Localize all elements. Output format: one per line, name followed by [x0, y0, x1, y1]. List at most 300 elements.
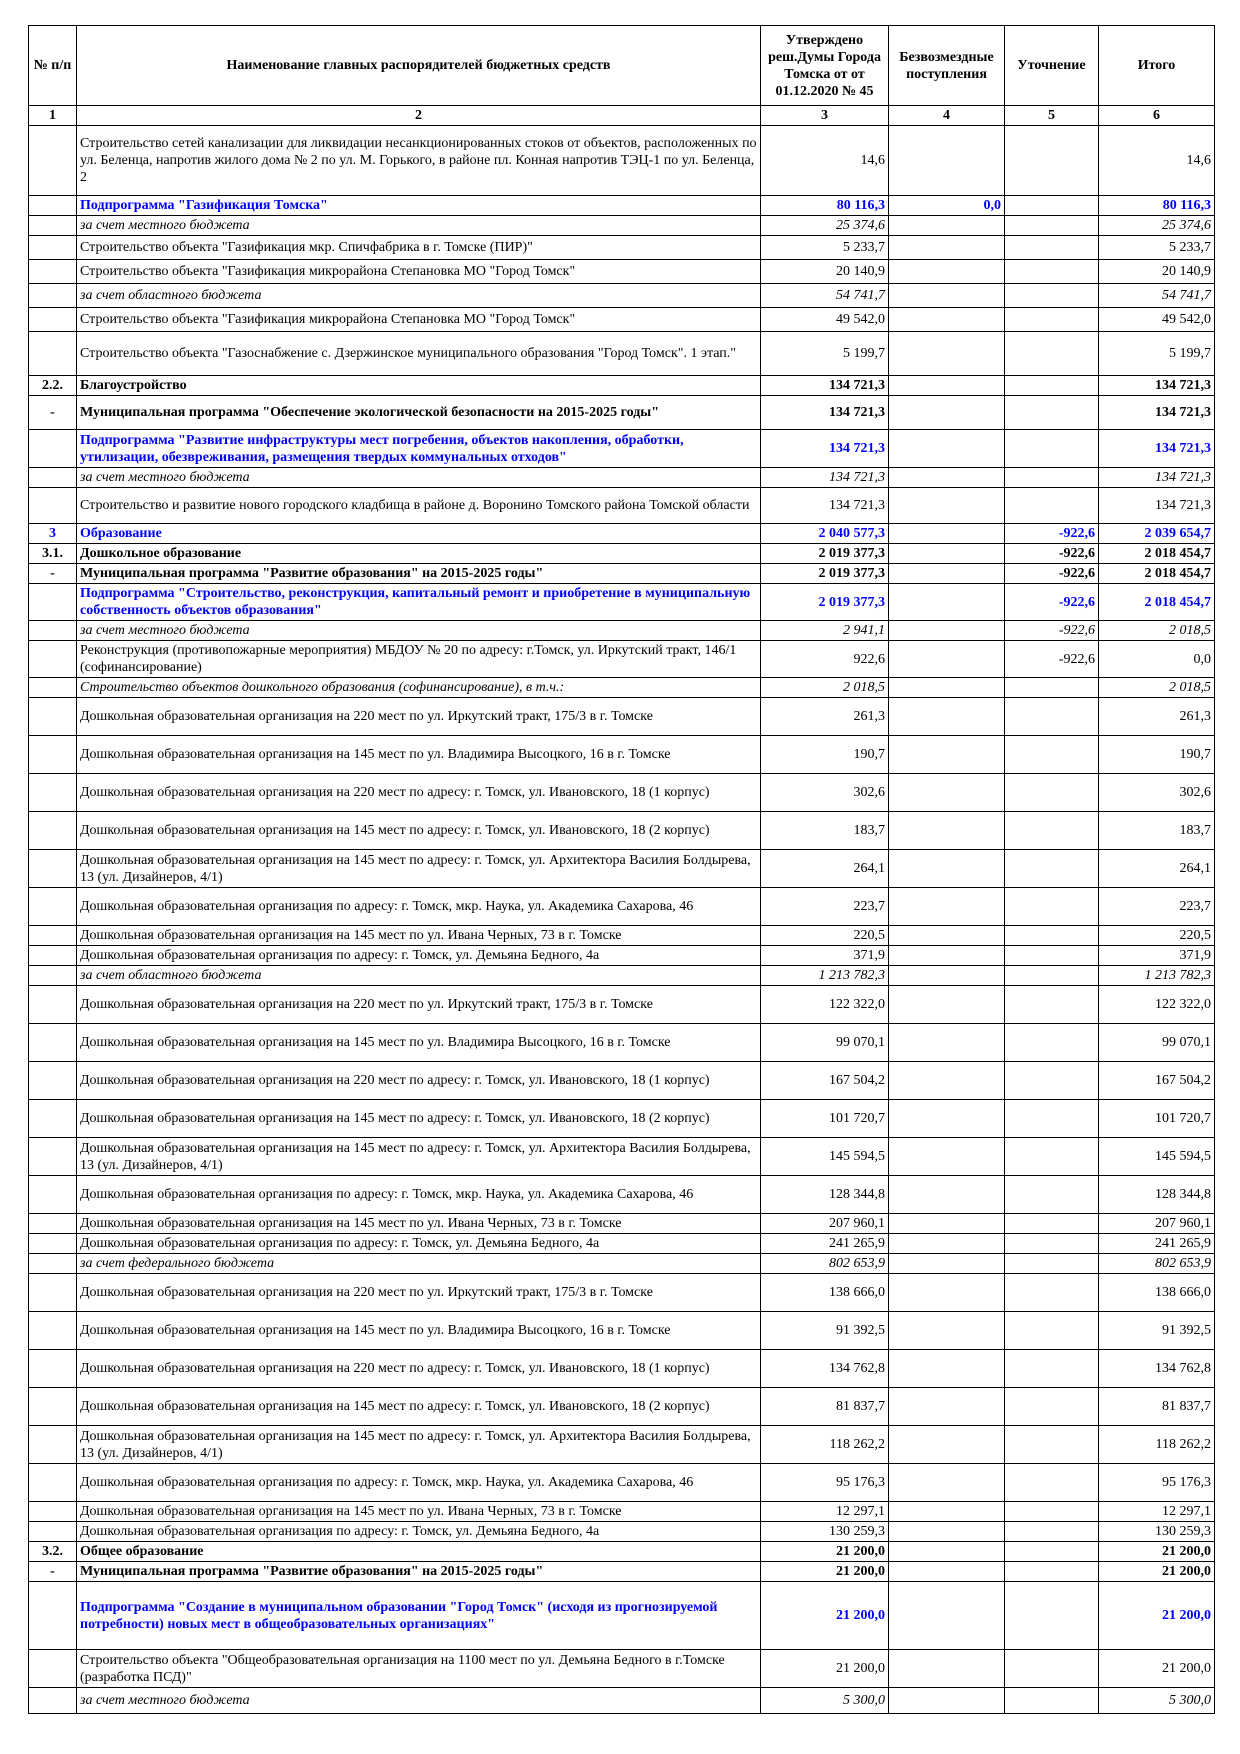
row-name: Дошкольное образование — [77, 544, 761, 564]
table-row — [29, 946, 1215, 966]
approved-amount: 5 199,7 — [761, 332, 889, 376]
table-row — [29, 1582, 1215, 1650]
table-row — [29, 308, 1215, 332]
row-name: Строительство объектов дошкольного образования (софинансирование), в т.ч.: — [77, 678, 761, 698]
row-number: 3 — [29, 524, 77, 544]
adjustment-amount — [1005, 430, 1099, 468]
adjustment-amount: -922,6 — [1005, 524, 1099, 544]
row-name: за счет областного бюджета — [77, 966, 761, 986]
budget-table — [28, 25, 1215, 1714]
row-name: Муниципальная программа "Развитие образования" на 2015-2025 годы" — [77, 1562, 761, 1582]
grants-amount — [889, 1688, 1005, 1714]
row-name: Дошкольная образовательная организация на 145 мест по ул. Владимира Высоцкого, 16 в г. Томске — [77, 736, 761, 774]
total-amount: 21 200,0 — [1099, 1650, 1215, 1688]
total-amount: 14,6 — [1099, 126, 1215, 196]
approved-amount: 134 721,3 — [761, 430, 889, 468]
row-number — [29, 1502, 77, 1522]
row-number — [29, 1582, 77, 1650]
table-row — [29, 260, 1215, 284]
total-amount: 2 018,5 — [1099, 621, 1215, 641]
grants-amount — [889, 1100, 1005, 1138]
adjustment-amount — [1005, 1350, 1099, 1388]
row-number — [29, 1024, 77, 1062]
table-row — [29, 430, 1215, 468]
approved-amount: 190,7 — [761, 736, 889, 774]
row-name: Строительство объекта "Газоснабжение с. Дзержинское муниципального образования "Город Томск". 1 этап." — [77, 332, 761, 376]
row-name: Дошкольная образовательная организация на 145 мест по адресу: г. Томск, ул. Архитектора Василия Болдырева, 13 (ул. Дизайнеров, 4/1) — [77, 1138, 761, 1176]
approved-amount: 91 392,5 — [761, 1312, 889, 1350]
total-amount: 2 018 454,7 — [1099, 544, 1215, 564]
row-number — [29, 698, 77, 736]
approved-amount: 5 300,0 — [761, 1688, 889, 1714]
adjustment-amount — [1005, 260, 1099, 284]
adjustment-amount — [1005, 736, 1099, 774]
grants-amount — [889, 126, 1005, 196]
grants-amount — [889, 332, 1005, 376]
total-amount: 5 300,0 — [1099, 1688, 1215, 1714]
table-row — [29, 1350, 1215, 1388]
row-number — [29, 284, 77, 308]
total-amount: 118 262,2 — [1099, 1426, 1215, 1464]
grants-amount: 0,0 — [889, 196, 1005, 216]
total-amount: 371,9 — [1099, 946, 1215, 966]
row-number — [29, 1388, 77, 1426]
adjustment-amount — [1005, 1688, 1099, 1714]
row-number: - — [29, 564, 77, 584]
total-amount: 2 039 654,7 — [1099, 524, 1215, 544]
grants-amount — [889, 1024, 1005, 1062]
row-name: Дошкольная образовательная организация на 220 мест по ул. Иркутский тракт, 175/3 в г. Томске — [77, 986, 761, 1024]
approved-amount: 223,7 — [761, 888, 889, 926]
total-amount: 21 200,0 — [1099, 1562, 1215, 1582]
row-name: Дошкольная образовательная организация на 220 мест по ул. Иркутский тракт, 175/3 в г. Томске — [77, 698, 761, 736]
adjustment-amount — [1005, 196, 1099, 216]
approved-amount: 241 265,9 — [761, 1234, 889, 1254]
row-name: Реконструкция (противопожарные мероприятия) МБДОУ № 20 по адресу: г.Томск, ул. Иркутский тракт, 146/1 (софинансирование) — [77, 641, 761, 678]
table-row — [29, 284, 1215, 308]
grants-amount — [889, 1274, 1005, 1312]
table-row — [29, 1688, 1215, 1714]
grants-amount — [889, 430, 1005, 468]
row-name: Дошкольная образовательная организация на 220 мест по адресу: г. Томск, ул. Ивановского, 18 (1 корпус) — [77, 1350, 761, 1388]
row-name: Дошкольная образовательная организация на 145 мест по адресу: г. Томск, ул. Ивановского, 18 (2 корпус) — [77, 812, 761, 850]
grants-amount — [889, 1502, 1005, 1522]
adjustment-amount — [1005, 488, 1099, 524]
grants-amount — [889, 1254, 1005, 1274]
adjustment-amount — [1005, 396, 1099, 430]
grants-amount — [889, 698, 1005, 736]
approved-amount: 922,6 — [761, 641, 889, 678]
total-amount: 5 199,7 — [1099, 332, 1215, 376]
table-row — [29, 1522, 1215, 1542]
grants-amount — [889, 1542, 1005, 1562]
row-number — [29, 736, 77, 774]
adjustment-amount — [1005, 1522, 1099, 1542]
header-grants: Безвозмездные поступления — [889, 26, 1005, 106]
grants-amount — [889, 888, 1005, 926]
table-row — [29, 524, 1215, 544]
table-row — [29, 1176, 1215, 1214]
table-row — [29, 1650, 1215, 1688]
approved-amount: 12 297,1 — [761, 1502, 889, 1522]
total-amount: 207 960,1 — [1099, 1214, 1215, 1234]
row-number — [29, 1176, 77, 1214]
row-number — [29, 1350, 77, 1388]
total-amount: 128 344,8 — [1099, 1176, 1215, 1214]
table-row — [29, 1464, 1215, 1502]
total-amount: 223,7 — [1099, 888, 1215, 926]
row-number — [29, 1650, 77, 1688]
row-number — [29, 1464, 77, 1502]
approved-amount: 134 762,8 — [761, 1350, 889, 1388]
total-amount: 134 721,3 — [1099, 430, 1215, 468]
row-number — [29, 986, 77, 1024]
grants-amount — [889, 284, 1005, 308]
header-adjust: Уточнение — [1005, 26, 1099, 106]
column-number: 2 — [77, 106, 761, 126]
adjustment-amount — [1005, 850, 1099, 888]
approved-amount: 134 721,3 — [761, 468, 889, 488]
total-amount: 54 741,7 — [1099, 284, 1215, 308]
grants-amount — [889, 1176, 1005, 1214]
adjustment-amount — [1005, 986, 1099, 1024]
adjustment-amount — [1005, 926, 1099, 946]
row-number — [29, 1522, 77, 1542]
approved-amount: 183,7 — [761, 812, 889, 850]
total-amount: 261,3 — [1099, 698, 1215, 736]
row-number — [29, 621, 77, 641]
table-row — [29, 1274, 1215, 1312]
row-name: Строительство сетей канализации для ликвидации несанкционированных стоков от объектов, расположенных по ул. Беленца, напротив жилого дома № 2 по ул. М. Горького, в районе пл. Конная напротив ТЭЦ-1 по ул. Беленца, 2 — [77, 126, 761, 196]
column-number: 1 — [29, 106, 77, 126]
approved-amount: 134 721,3 — [761, 376, 889, 396]
approved-amount: 802 653,9 — [761, 1254, 889, 1274]
total-amount: 241 265,9 — [1099, 1234, 1215, 1254]
row-number: - — [29, 1562, 77, 1582]
row-name: Дошкольная образовательная организация по адресу: г. Томск, мкр. Наука, ул. Академика Сахарова, 46 — [77, 1176, 761, 1214]
row-number: 3.1. — [29, 544, 77, 564]
total-amount: 12 297,1 — [1099, 1502, 1215, 1522]
row-name: за счет местного бюджета — [77, 1688, 761, 1714]
row-name: за счет областного бюджета — [77, 284, 761, 308]
header-num: № п/п — [29, 26, 77, 106]
table-row — [29, 1062, 1215, 1100]
adjustment-amount — [1005, 1274, 1099, 1312]
total-amount: 134 721,3 — [1099, 468, 1215, 488]
grants-amount — [889, 564, 1005, 584]
total-amount: 25 374,6 — [1099, 216, 1215, 236]
grants-amount — [889, 468, 1005, 488]
row-name: Дошкольная образовательная организация по адресу: г. Томск, мкр. Наука, ул. Академика Сахарова, 46 — [77, 1464, 761, 1502]
adjustment-amount — [1005, 126, 1099, 196]
grants-amount — [889, 774, 1005, 812]
row-name: Дошкольная образовательная организация на 145 мест по адресу: г. Томск, ул. Архитектора Василия Болдырева, 13 (ул. Дизайнеров, 4/1) — [77, 850, 761, 888]
approved-amount: 302,6 — [761, 774, 889, 812]
table-row — [29, 1138, 1215, 1176]
row-number — [29, 236, 77, 260]
row-name: Дошкольная образовательная организация на 145 мест по адресу: г. Томск, ул. Ивановского, 18 (2 корпус) — [77, 1388, 761, 1426]
table-row — [29, 698, 1215, 736]
adjustment-amount — [1005, 1234, 1099, 1254]
adjustment-amount — [1005, 1562, 1099, 1582]
approved-amount: 261,3 — [761, 698, 889, 736]
table-row — [29, 1234, 1215, 1254]
grants-amount — [889, 1522, 1005, 1542]
row-number — [29, 850, 77, 888]
table-body — [29, 126, 1215, 1714]
table-row — [29, 1562, 1215, 1582]
adjustment-amount — [1005, 1100, 1099, 1138]
grants-amount — [889, 236, 1005, 260]
adjustment-amount: -922,6 — [1005, 621, 1099, 641]
table-row — [29, 736, 1215, 774]
total-amount: 302,6 — [1099, 774, 1215, 812]
total-amount: 95 176,3 — [1099, 1464, 1215, 1502]
row-name: Дошкольная образовательная организация по адресу: г. Томск, ул. Демьяна Бедного, 4а — [77, 1522, 761, 1542]
total-amount: 81 837,7 — [1099, 1388, 1215, 1426]
row-number — [29, 1138, 77, 1176]
table-row — [29, 1426, 1215, 1464]
table-row — [29, 564, 1215, 584]
approved-amount: 21 200,0 — [761, 1582, 889, 1650]
row-number: 3.2. — [29, 1542, 77, 1562]
header-total: Итого — [1099, 26, 1215, 106]
total-amount: 99 070,1 — [1099, 1024, 1215, 1062]
grants-amount — [889, 584, 1005, 621]
grants-amount — [889, 850, 1005, 888]
approved-amount: 134 721,3 — [761, 488, 889, 524]
grants-amount — [889, 986, 1005, 1024]
grants-amount — [889, 396, 1005, 430]
approved-amount: 101 720,7 — [761, 1100, 889, 1138]
approved-amount: 122 322,0 — [761, 986, 889, 1024]
total-amount: 130 259,3 — [1099, 1522, 1215, 1542]
table-row — [29, 216, 1215, 236]
table-row — [29, 986, 1215, 1024]
row-name: Подпрограмма "Строительство, реконструкция, капитальный ремонт и приобретение в муниципальную собственность объектов образования" — [77, 584, 761, 621]
approved-amount: 220,5 — [761, 926, 889, 946]
row-number: - — [29, 396, 77, 430]
total-amount: 49 542,0 — [1099, 308, 1215, 332]
adjustment-amount — [1005, 1254, 1099, 1274]
approved-amount: 2 019 377,3 — [761, 584, 889, 621]
row-name: Дошкольная образовательная организация на 145 мест по ул. Ивана Черных, 73 в г. Томске — [77, 926, 761, 946]
grants-amount — [889, 1426, 1005, 1464]
adjustment-amount — [1005, 812, 1099, 850]
row-name: Дошкольная образовательная организация на 220 мест по адресу: г. Томск, ул. Ивановского, 18 (1 корпус) — [77, 774, 761, 812]
table-row — [29, 966, 1215, 986]
row-name: Дошкольная образовательная организация на 145 мест по адресу: г. Томск, ул. Архитектора Василия Болдырева, 13 (ул. Дизайнеров, 4/1) — [77, 1426, 761, 1464]
total-amount: 134 721,3 — [1099, 396, 1215, 430]
row-name: Дошкольная образовательная организация на 145 мест по ул. Владимира Высоцкого, 16 в г. Томске — [77, 1024, 761, 1062]
header-approved: Утверждено реш.Думы Города Томска от от 01.12.2020 № 45 — [761, 26, 889, 106]
column-number: 3 — [761, 106, 889, 126]
grants-amount — [889, 376, 1005, 396]
table-row — [29, 1254, 1215, 1274]
total-amount: 0,0 — [1099, 641, 1215, 678]
table-row — [29, 332, 1215, 376]
total-amount: 264,1 — [1099, 850, 1215, 888]
adjustment-amount — [1005, 468, 1099, 488]
row-name: Дошкольная образовательная организация на 145 мест по адресу: г. Томск, ул. Ивановского, 18 (2 корпус) — [77, 1100, 761, 1138]
approved-amount: 2 018,5 — [761, 678, 889, 698]
row-number — [29, 1274, 77, 1312]
row-number — [29, 196, 77, 216]
row-name: Подпрограмма "Развитие инфраструктуры мест погребения, объектов накопления, обработки, утилизации, обезвреживания, размещения твердых коммунальных отходов" — [77, 430, 761, 468]
grants-amount — [889, 1464, 1005, 1502]
approved-amount: 2 019 377,3 — [761, 564, 889, 584]
grants-amount — [889, 641, 1005, 678]
total-amount: 21 200,0 — [1099, 1542, 1215, 1562]
adjustment-amount — [1005, 888, 1099, 926]
total-amount: 2 018 454,7 — [1099, 564, 1215, 584]
row-name: Строительство объекта "Общеобразовательная организация на 1100 мест по ул. Демьяна Бедного в г.Томске (разработка ПСД)" — [77, 1650, 761, 1688]
adjustment-amount — [1005, 678, 1099, 698]
row-name: Дошкольная образовательная организация по адресу: г. Томск, ул. Демьяна Бедного, 4а — [77, 1234, 761, 1254]
row-number — [29, 641, 77, 678]
approved-amount: 20 140,9 — [761, 260, 889, 284]
adjustment-amount — [1005, 1542, 1099, 1562]
approved-amount: 207 960,1 — [761, 1214, 889, 1234]
header-name: Наименование главных распорядителей бюджетных средств — [77, 26, 761, 106]
adjustment-amount — [1005, 966, 1099, 986]
table-row — [29, 236, 1215, 260]
row-name: Строительство объекта "Газификация мкр. Спичфабрика в г. Томске (ПИР)" — [77, 236, 761, 260]
approved-amount: 5 233,7 — [761, 236, 889, 260]
grants-amount — [889, 678, 1005, 698]
total-amount: 134 721,3 — [1099, 376, 1215, 396]
adjustment-amount: -922,6 — [1005, 584, 1099, 621]
grants-amount — [889, 1062, 1005, 1100]
row-name: Строительство и развитие нового городского кладбища в районе д. Воронино Томского района Томской области — [77, 488, 761, 524]
grants-amount — [889, 812, 1005, 850]
adjustment-amount — [1005, 1024, 1099, 1062]
adjustment-amount — [1005, 1502, 1099, 1522]
total-amount: 5 233,7 — [1099, 236, 1215, 260]
row-name: за счет местного бюджета — [77, 621, 761, 641]
row-name: за счет местного бюджета — [77, 468, 761, 488]
approved-amount: 25 374,6 — [761, 216, 889, 236]
row-number — [29, 488, 77, 524]
table-row — [29, 1388, 1215, 1426]
adjustment-amount: -922,6 — [1005, 564, 1099, 584]
row-number — [29, 430, 77, 468]
row-name: Дошкольная образовательная организация на 145 мест по ул. Владимира Высоцкого, 16 в г. Томске — [77, 1312, 761, 1350]
table-row — [29, 1312, 1215, 1350]
approved-amount: 21 200,0 — [761, 1542, 889, 1562]
total-amount: 20 140,9 — [1099, 260, 1215, 284]
approved-amount: 49 542,0 — [761, 308, 889, 332]
row-name: за счет федерального бюджета — [77, 1254, 761, 1274]
adjustment-amount — [1005, 1214, 1099, 1234]
approved-amount: 99 070,1 — [761, 1024, 889, 1062]
table-row — [29, 850, 1215, 888]
adjustment-amount — [1005, 1176, 1099, 1214]
table-row — [29, 1100, 1215, 1138]
total-amount: 1 213 782,3 — [1099, 966, 1215, 986]
row-name: Дошкольная образовательная организация на 145 мест по ул. Ивана Черных, 73 в г. Томске — [77, 1214, 761, 1234]
total-amount: 220,5 — [1099, 926, 1215, 946]
table-row — [29, 126, 1215, 196]
row-number — [29, 332, 77, 376]
row-number — [29, 1062, 77, 1100]
total-amount: 190,7 — [1099, 736, 1215, 774]
total-amount: 91 392,5 — [1099, 1312, 1215, 1350]
adjustment-amount — [1005, 1582, 1099, 1650]
adjustment-amount — [1005, 1138, 1099, 1176]
column-number: 4 — [889, 106, 1005, 126]
row-number — [29, 1234, 77, 1254]
total-amount: 21 200,0 — [1099, 1582, 1215, 1650]
row-name: Общее образование — [77, 1542, 761, 1562]
row-name: Образование — [77, 524, 761, 544]
total-amount: 122 322,0 — [1099, 986, 1215, 1024]
table-row — [29, 926, 1215, 946]
row-number — [29, 216, 77, 236]
approved-amount: 264,1 — [761, 850, 889, 888]
approved-amount: 81 837,7 — [761, 1388, 889, 1426]
approved-amount: 21 200,0 — [761, 1650, 889, 1688]
adjustment-amount — [1005, 1312, 1099, 1350]
row-number — [29, 1214, 77, 1234]
adjustment-amount — [1005, 774, 1099, 812]
row-name: Дошкольная образовательная организация на 220 мест по адресу: г. Томск, ул. Ивановского, 18 (1 корпус) — [77, 1062, 761, 1100]
row-number — [29, 1312, 77, 1350]
row-number — [29, 774, 77, 812]
row-number — [29, 926, 77, 946]
grants-amount — [889, 1312, 1005, 1350]
row-number — [29, 1688, 77, 1714]
row-number — [29, 1100, 77, 1138]
row-name: Дошкольная образовательная организация по адресу: г. Томск, мкр. Наука, ул. Академика Сахарова, 46 — [77, 888, 761, 926]
row-name: Дошкольная образовательная организация на 145 мест по ул. Ивана Черных, 73 в г. Томске — [77, 1502, 761, 1522]
row-name: Дошкольная образовательная организация по адресу: г. Томск, ул. Демьяна Бедного, 4а — [77, 946, 761, 966]
table-row — [29, 888, 1215, 926]
adjustment-amount — [1005, 284, 1099, 308]
grants-amount — [889, 926, 1005, 946]
approved-amount: 14,6 — [761, 126, 889, 196]
row-number — [29, 126, 77, 196]
row-name: Подпрограмма "Газификация Томска" — [77, 196, 761, 216]
table-row — [29, 1542, 1215, 1562]
approved-amount: 134 721,3 — [761, 396, 889, 430]
adjustment-amount — [1005, 1388, 1099, 1426]
row-number — [29, 1254, 77, 1274]
table-row — [29, 488, 1215, 524]
row-name: Подпрограмма "Создание в муниципальном образовании "Город Томск" (исходя из прогнозируемой потребности) новых мест в общеобразовательных организациях" — [77, 1582, 761, 1650]
column-number-row — [29, 106, 1215, 126]
row-number — [29, 584, 77, 621]
approved-amount: 128 344,8 — [761, 1176, 889, 1214]
adjustment-amount — [1005, 1464, 1099, 1502]
grants-amount — [889, 1388, 1005, 1426]
row-number — [29, 966, 77, 986]
table-row — [29, 678, 1215, 698]
column-number: 6 — [1099, 106, 1215, 126]
approved-amount: 2 019 377,3 — [761, 544, 889, 564]
approved-amount: 1 213 782,3 — [761, 966, 889, 986]
adjustment-amount — [1005, 1062, 1099, 1100]
adjustment-amount: -922,6 — [1005, 641, 1099, 678]
row-name: Муниципальная программа "Развитие образования" на 2015-2025 годы" — [77, 564, 761, 584]
row-name: Строительство объекта "Газификация микрорайона Степановка МО "Город Томск" — [77, 308, 761, 332]
grants-amount — [889, 216, 1005, 236]
approved-amount: 145 594,5 — [761, 1138, 889, 1176]
approved-amount: 167 504,2 — [761, 1062, 889, 1100]
grants-amount — [889, 1650, 1005, 1688]
row-number — [29, 260, 77, 284]
row-name: Благоустройство — [77, 376, 761, 396]
